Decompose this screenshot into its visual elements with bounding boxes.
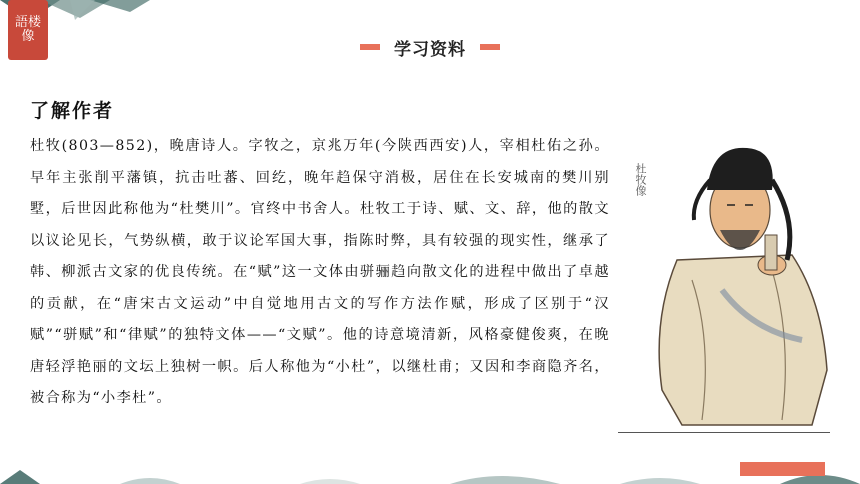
page-header [0, 34, 860, 60]
portrait-image [622, 140, 832, 430]
seal-text: 語楼像 [14, 15, 41, 44]
header-bar-left [360, 44, 380, 50]
decorative-bottom-strip [0, 462, 860, 484]
author-biography [30, 131, 610, 415]
section-title: 了解作者 [30, 100, 115, 122]
portrait-underline [618, 432, 830, 433]
page-title: 学习资料 [394, 39, 466, 60]
header-bar-right [480, 44, 500, 50]
biography-paragraph: 杜牧(803—852)，晚唐诗人。字牧之，京兆万年(今陕西西安)人，宰相杜佑之孙。早年主张削平藩镇，抗击吐蕃、回纥，晚年趋保守消极，居住在长安城南的樊川别墅，后世因此称他为“杜樊川”。官终中书舍人。杜牧工于诗、赋、文、辞，他的散文以议论见长，气势纵横，敢于议论军国大事，指陈时弊，具有较强的现实性，继承了韩、柳派古文家的优良传统。在“赋”这一文体由骈骊趋向散文化的进程中做出了卓越的贡献，在“唐宋古文运动”中自觉地用古文的写作方法作赋，形成了区别于“汉赋”“骈赋”和“律赋”的独特文体——“文赋”。他的诗意境清新，风格豪健俊爽，在晚唐轻浮艳丽的文坛上独树一帜。后人称他为“小杜”，以继杜甫；又因和李商隐齐名，被合称为“小李杜”。 [30, 138, 610, 406]
accent-bar-bottom [740, 462, 825, 476]
portrait-caption: 杜牧像 [634, 163, 647, 196]
